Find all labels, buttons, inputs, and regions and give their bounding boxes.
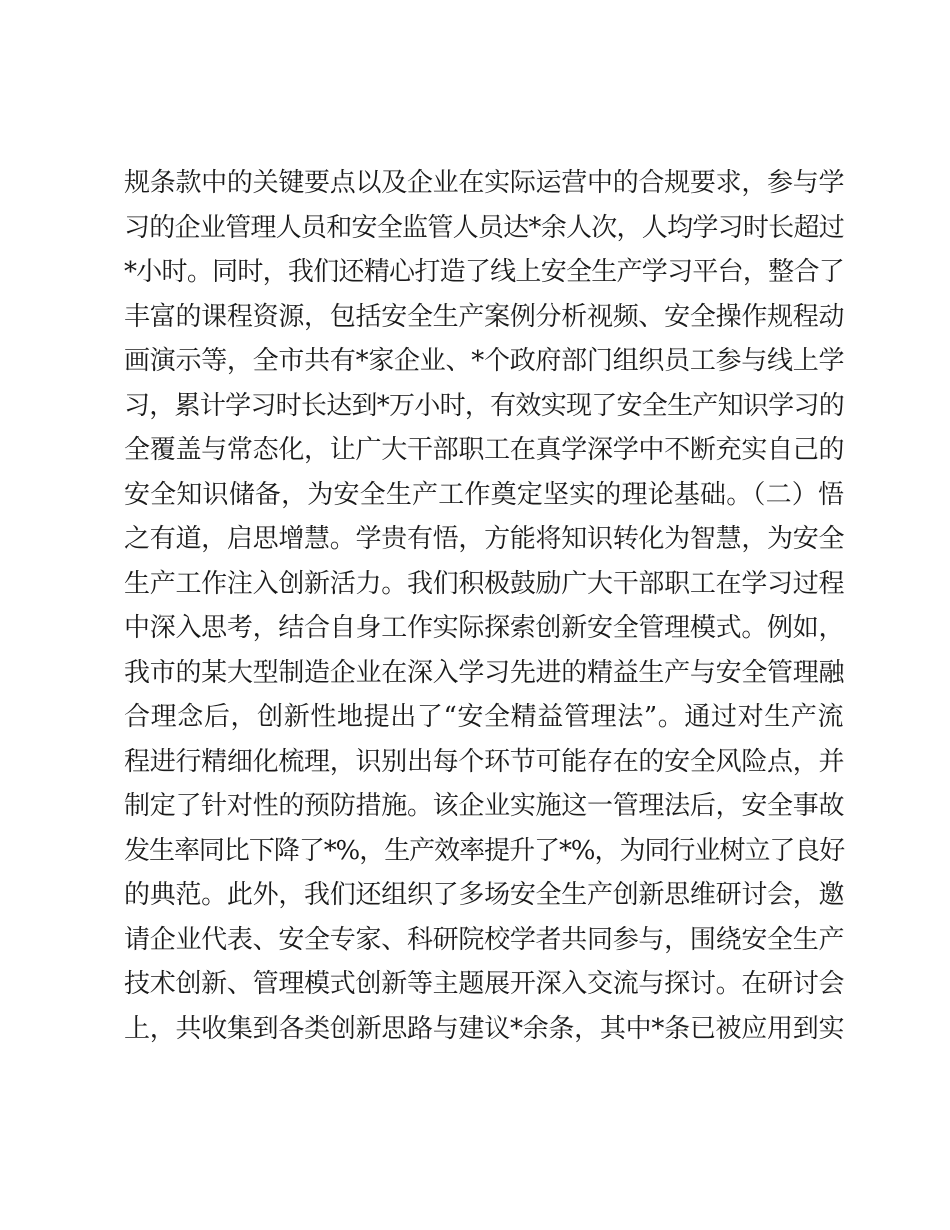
- text-line: 技术创新、管理模式创新等主题展开深入交流与探讨。在研讨会: [124, 969, 844, 999]
- text-line: *小时。同时，我们还精心打造了线上安全生产学习平台，整合了: [124, 257, 844, 287]
- text-line: 我市的某大型制造企业在深入学习先进的精益生产与安全管理融: [124, 657, 844, 688]
- text-line: 习的企业管理人员和安全监管人员达*余人次，人均学习时长超过: [124, 212, 844, 243]
- text-line: 程进行精细化梳理，识别出每个环节可能存在的安全风险点，并: [124, 746, 844, 777]
- text-line: 中深入思考，结合自身工作实际探索创新安全管理模式。例如，: [124, 613, 844, 643]
- text-line: 画演示等，全市共有*家企业、*个政府部门组织员工参与线上学: [124, 346, 844, 376]
- text-line: 生产工作注入创新活力。我们积极鼓励广大干部职工在学习过程: [124, 568, 844, 599]
- text-line: 规条款中的关键要点以及企业在实际运营中的合规要求，参与学: [124, 168, 844, 198]
- text-line: 全覆盖与常态化，让广大干部职工在真学深学中不断充实自己的: [124, 435, 844, 465]
- text-line: 制定了针对性的预防措施。该企业实施这一管理法后，安全事故: [124, 791, 844, 821]
- text-line: 上，共收集到各类创新思路与建议*余条，其中*条已被应用到实: [124, 1013, 844, 1044]
- text-line: 请企业代表、安全专家、科研院校学者共同参与，围绕安全生产: [124, 924, 844, 955]
- text-line: 合理念后，创新性地提出了“安全精益管理法”。通过对生产流: [124, 702, 844, 732]
- body-paragraph: [124, 161, 844, 1051]
- text-line: 发生率同比下降了*%，生产效率提升了*%，为同行业树立了良好: [124, 835, 844, 866]
- text-line: 习，累计学习时长达到*万小时，有效实现了安全生产知识学习的: [124, 390, 844, 421]
- text-line: 丰富的课程资源，包括安全生产案例分析视频、安全操作规程动: [124, 301, 844, 332]
- text-line: 安全知识储备，为安全生产工作奠定坚实的理论基础。（二）悟: [124, 479, 844, 510]
- text-line: 的典范。此外，我们还组织了多场安全生产创新思维研讨会，邀: [124, 880, 844, 910]
- text-line: 之有道，启思增慧。学贵有悟，方能将知识转化为智慧，为安全: [124, 524, 844, 554]
